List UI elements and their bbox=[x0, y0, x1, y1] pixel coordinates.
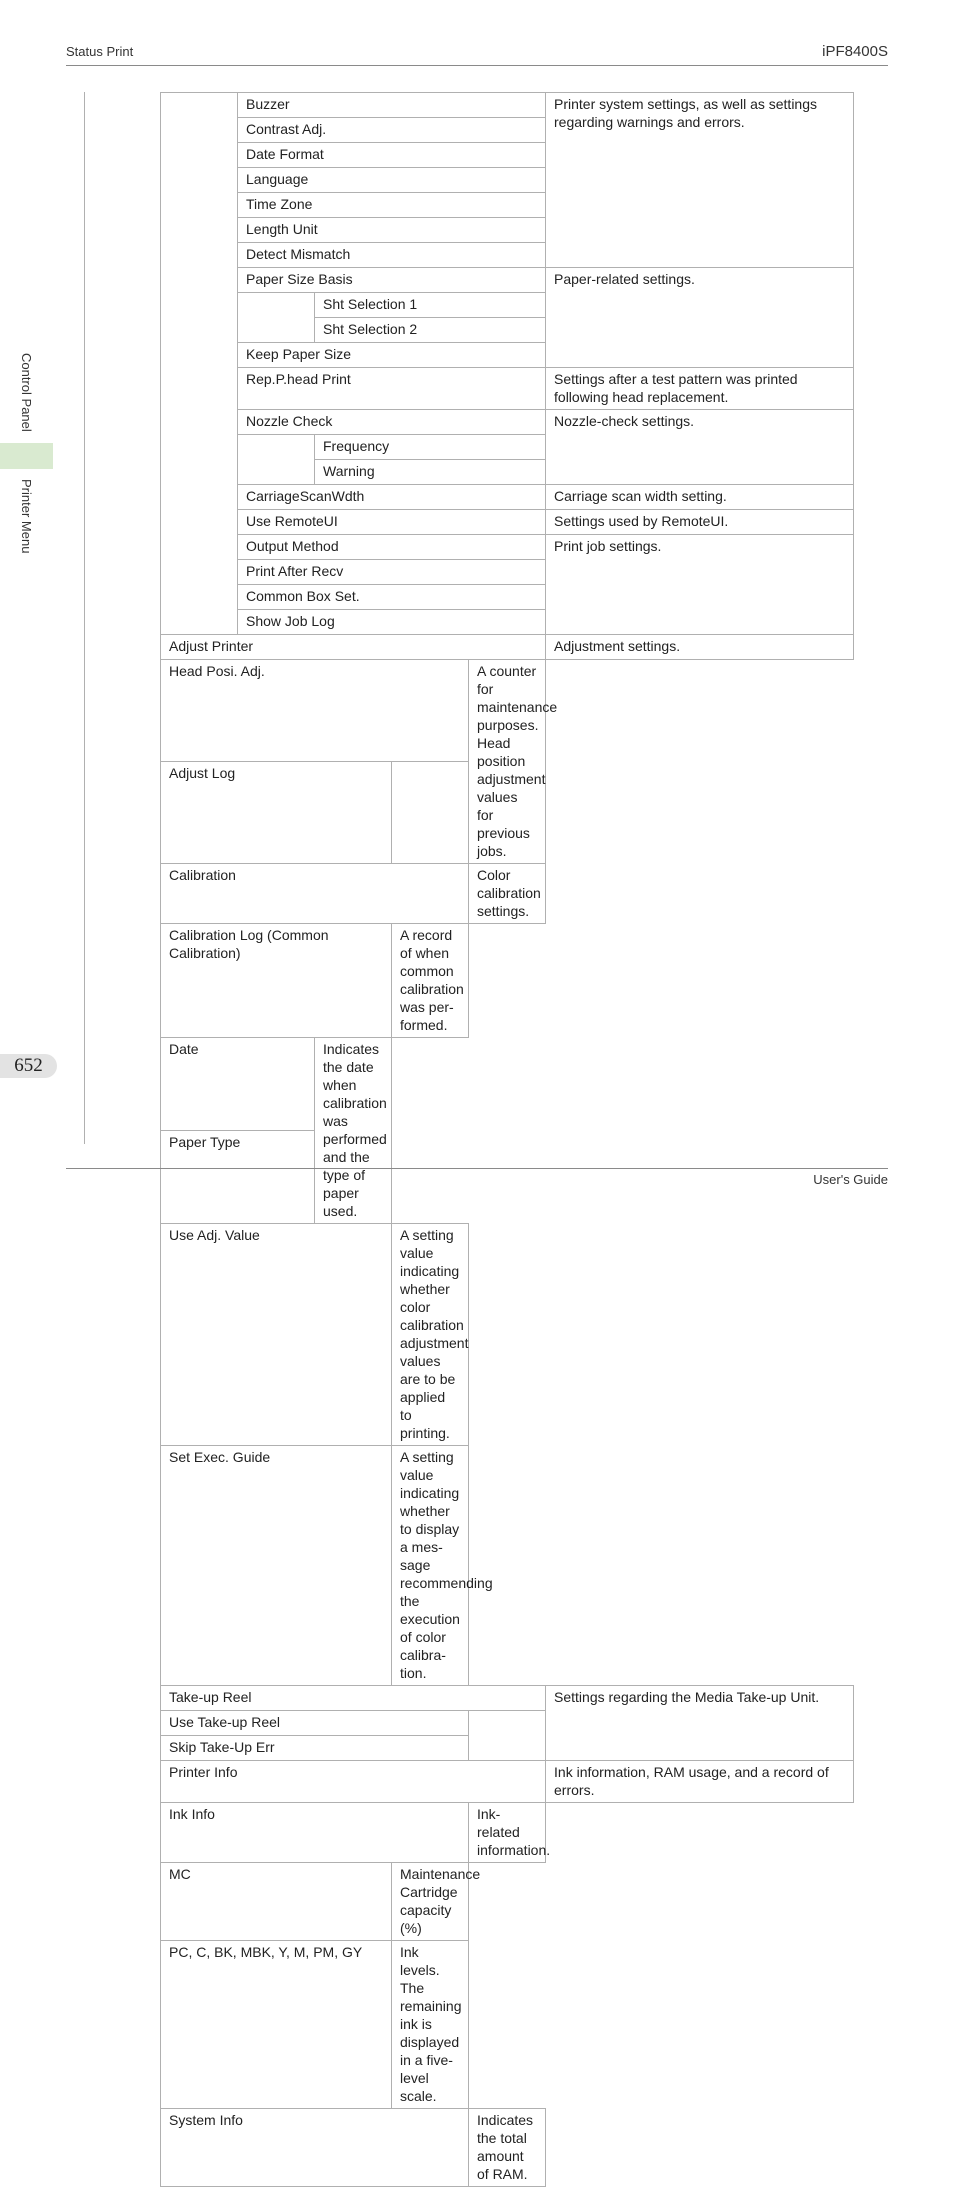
menu-item-label: Warning bbox=[315, 460, 546, 485]
menu-item-description: A setting value indicating whether to display a mes-sage recommending the execution of color calibra-tion. bbox=[392, 1446, 469, 1686]
running-header-model: iPF8400S bbox=[822, 43, 888, 60]
tree-indent-cell bbox=[238, 293, 315, 343]
menu-item-label: Time Zone bbox=[238, 193, 546, 218]
menu-item-label: System Info bbox=[161, 2109, 469, 2187]
menu-row bbox=[161, 535, 854, 560]
running-header-section: Status Print bbox=[66, 44, 134, 59]
tree-indent-cell bbox=[161, 93, 238, 635]
menu-item-description: Paper-related settings. bbox=[546, 268, 854, 368]
menu-item-label: Buzzer bbox=[238, 93, 546, 118]
menu-item-label: Use RemoteUI bbox=[238, 510, 546, 535]
menu-item-label: Adjust Log bbox=[161, 762, 392, 864]
menu-item-label: MC bbox=[161, 1863, 392, 1941]
menu-row bbox=[161, 2109, 854, 2187]
menu-item-description: Settings after a test pattern was printed following head replacement. bbox=[546, 368, 854, 410]
outer-tree-line bbox=[84, 92, 85, 1144]
menu-row bbox=[161, 1803, 854, 1863]
menu-item-label: Keep Paper Size bbox=[238, 343, 546, 368]
menu-item-label: Contrast Adj. bbox=[238, 118, 546, 143]
menu-row bbox=[161, 410, 854, 435]
menu-item-label: Ink Info bbox=[161, 1803, 469, 1863]
menu-item-label: Frequency bbox=[315, 435, 546, 460]
menu-row bbox=[161, 93, 854, 118]
menu-item-description: Carriage scan width setting. bbox=[546, 485, 854, 510]
menu-item-label: Paper Type bbox=[161, 1131, 315, 1224]
menu-item-description: A setting value indicating whether color calibration adjustment values are to be applied to printing. bbox=[392, 1224, 469, 1446]
printer-menu-table bbox=[160, 92, 854, 2187]
menu-item-label: Detect Mismatch bbox=[238, 243, 546, 268]
menu-item-description: Indicates the date when calibration was performed and the type of paper used. bbox=[315, 1038, 392, 1224]
menu-row bbox=[161, 1863, 854, 1941]
menu-item-description: Maintenance Cartridge capacity (%) bbox=[392, 1863, 469, 1941]
sidebar-subsection-label: Printer Menu bbox=[19, 479, 34, 554]
menu-item-description: Ink levels. The remaining ink is displayed in a five-level scale. bbox=[392, 1941, 469, 2109]
page-number: 652 bbox=[0, 1054, 57, 1078]
menu-row bbox=[161, 1446, 854, 1686]
menu-row bbox=[161, 1686, 854, 1711]
menu-item-label: CarriageScanWdth bbox=[238, 485, 546, 510]
menu-item-label: Use Adj. Value bbox=[161, 1224, 392, 1446]
menu-item-label: Date bbox=[161, 1038, 315, 1131]
menu-row bbox=[161, 1038, 854, 1131]
menu-row bbox=[161, 635, 854, 660]
menu-item-description: A record of when common calibration was per-formed. bbox=[392, 924, 469, 1038]
menu-item-label: Language bbox=[238, 168, 546, 193]
menu-item-label: Rep.P.head Print bbox=[238, 368, 546, 410]
menu-row bbox=[161, 1131, 854, 1224]
menu-item-label: Calibration bbox=[161, 864, 469, 924]
menu-row bbox=[161, 510, 854, 535]
menu-item-label: Printer Info bbox=[161, 1761, 546, 1803]
footer-rule bbox=[66, 1168, 888, 1169]
sidebar-chapter-label: Control Panel bbox=[19, 353, 34, 432]
menu-item-label: Sht Selection 1 bbox=[315, 293, 546, 318]
menu-item-label: Show Job Log bbox=[238, 610, 546, 635]
menu-item-description: Nozzle-check settings. bbox=[546, 410, 854, 485]
menu-row bbox=[161, 268, 854, 293]
menu-item-label: Sht Selection 2 bbox=[315, 318, 546, 343]
menu-row bbox=[161, 368, 854, 410]
running-footer-guide: User's Guide bbox=[813, 1172, 888, 1187]
menu-item-description: Ink information, RAM usage, and a record of errors. bbox=[546, 1761, 854, 1803]
menu-row bbox=[161, 485, 854, 510]
menu-row bbox=[161, 864, 854, 924]
menu-item-label: Common Box Set. bbox=[238, 585, 546, 610]
menu-item-description: Settings used by RemoteUI. bbox=[546, 510, 854, 535]
menu-item-label: Date Format bbox=[238, 143, 546, 168]
menu-item-label: PC, C, BK, MBK, Y, M, PM, GY bbox=[161, 1941, 392, 2109]
menu-row bbox=[161, 924, 854, 1038]
menu-row bbox=[161, 1224, 854, 1446]
menu-item-label: Nozzle Check bbox=[238, 410, 546, 435]
menu-item-description: Adjustment settings. bbox=[546, 635, 854, 660]
menu-item-label: Output Method bbox=[238, 535, 546, 560]
menu-row bbox=[161, 1941, 854, 2109]
menu-row bbox=[161, 660, 854, 762]
menu-item-description: Ink-related information. bbox=[469, 1803, 546, 1863]
menu-item-description: Indicates the total amount of RAM. bbox=[469, 2109, 546, 2187]
menu-item-label: Calibration Log (Common Calibration) bbox=[161, 924, 392, 1038]
menu-item-label: Use Take-up Reel bbox=[161, 1711, 469, 1736]
menu-item-label: Adjust Printer bbox=[161, 635, 546, 660]
header-rule bbox=[66, 65, 888, 66]
menu-item-description: Settings regarding the Media Take-up Unit. bbox=[546, 1686, 854, 1761]
tree-indent-cell bbox=[238, 435, 315, 485]
menu-row bbox=[161, 1761, 854, 1803]
menu-item-description: A counter for maintenance purposes. Head position adjustment values for previous jobs. bbox=[469, 660, 546, 864]
menu-item-description: Printer system settings, as well as settings regarding warnings and errors. bbox=[546, 93, 854, 268]
menu-item-description: Color calibration settings. bbox=[469, 864, 546, 924]
menu-item-label: Head Posi. Adj. bbox=[161, 660, 469, 762]
menu-item-label: Length Unit bbox=[238, 218, 546, 243]
menu-item-label: Skip Take-Up Err bbox=[161, 1736, 469, 1761]
menu-item-label: Take-up Reel bbox=[161, 1686, 546, 1711]
menu-item-label: Set Exec. Guide bbox=[161, 1446, 392, 1686]
chapter-tab-marker bbox=[0, 443, 53, 469]
menu-item-description: Print job settings. bbox=[546, 535, 854, 635]
menu-item-label: Paper Size Basis bbox=[238, 268, 546, 293]
menu-item-label: Print After Recv bbox=[238, 560, 546, 585]
